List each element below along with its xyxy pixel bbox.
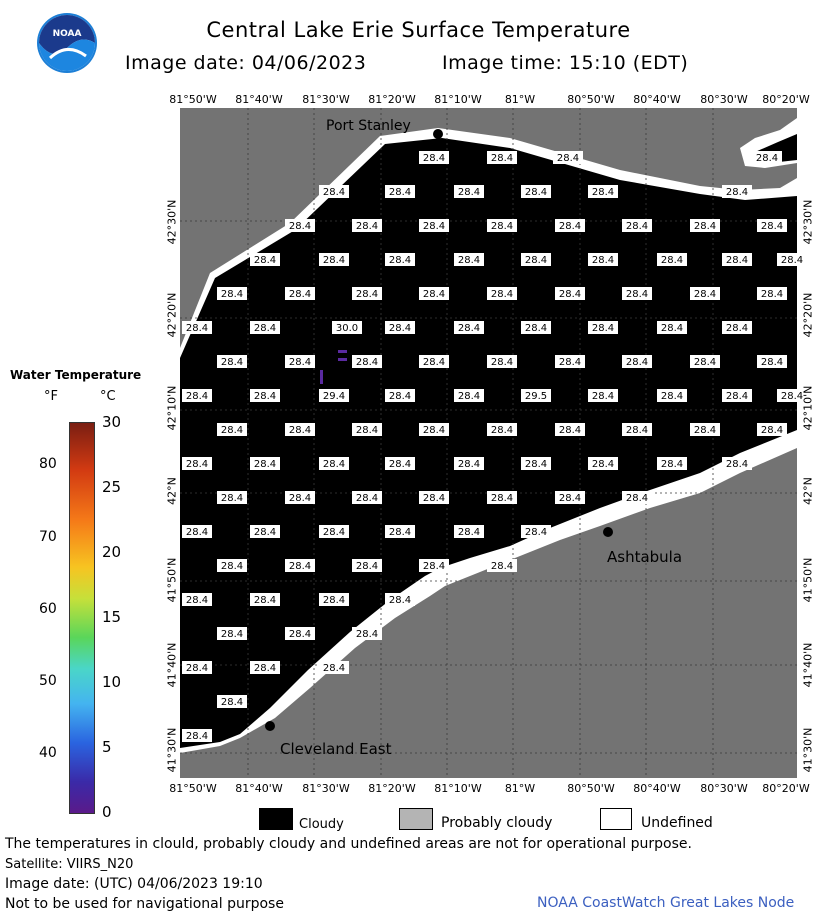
temperature-label: 28.4: [322, 187, 346, 198]
temperature-label: 28.4: [760, 221, 784, 232]
lake-map: [180, 108, 804, 778]
navigation-warning: Not to be used for navigational purpose: [5, 896, 284, 912]
temperature-label: 28.4: [780, 391, 804, 402]
temperature-label: 28.4: [558, 221, 582, 232]
temperature-label: 28.4: [388, 459, 412, 470]
temperature-label: 28.4: [185, 527, 209, 538]
longitude-label-bottom: 80°40'W: [633, 782, 681, 795]
temperature-label: 28.4: [422, 493, 446, 504]
celsius-tick: 25: [102, 478, 122, 496]
temperature-label: 28.4: [760, 289, 784, 300]
longitude-label-top: 80°50'W: [567, 93, 615, 106]
temperature-label: 28.4: [725, 323, 749, 334]
temperature-label: 28.4: [185, 731, 209, 742]
temperature-label: 28.4: [558, 289, 582, 300]
temperature-label: 28.4: [457, 527, 481, 538]
temperature-label: 28.4: [660, 323, 684, 334]
latitude-label-right: 41°30'N: [801, 727, 815, 773]
temperature-label: 28.4: [693, 221, 717, 232]
port-stanley-label: Port Stanley: [326, 118, 411, 134]
temperature-label: 28.4: [490, 221, 514, 232]
temperature-label: 28.4: [490, 153, 514, 164]
temperature-label: 30.0: [335, 323, 359, 334]
temperature-label: 28.4: [288, 289, 312, 300]
fahrenheit-tick: 40: [39, 745, 57, 762]
image-time: Image time: 15:10 (EDT): [442, 52, 689, 74]
longitude-label-bottom: 80°30'W: [700, 782, 748, 795]
ashtabula-marker: [603, 527, 613, 537]
latitude-label-left: 41°50'N: [165, 557, 179, 603]
temperature-label: 28.4: [625, 357, 649, 368]
temperature-label: 28.4: [558, 425, 582, 436]
temperature-label: 28.4: [524, 459, 548, 470]
latitude-label-left: 42°30'N: [165, 199, 179, 245]
temperature-label: 28.4: [220, 289, 244, 300]
longitude-label-bottom: 80°20'W: [762, 782, 810, 795]
temperature-label: 28.4: [422, 425, 446, 436]
temperature-label: 28.4: [253, 391, 277, 402]
temperature-label: 28.4: [556, 153, 580, 164]
longitude-label-bottom: 81°W: [504, 782, 536, 795]
longitude-label-top: 81°10'W: [434, 93, 482, 106]
warm-pixel: [320, 370, 323, 384]
celsius-tick: 20: [102, 543, 122, 561]
longitude-label-top: 81°40'W: [235, 93, 283, 106]
temperature-label: 28.4: [185, 323, 209, 334]
temperature-label: 28.4: [355, 493, 379, 504]
key-probably-cloudy-swatch: [399, 808, 433, 830]
latitude-label-left: 42°10'N: [165, 385, 179, 431]
latitude-label-left: 41°30'N: [165, 727, 179, 773]
coastwatch-node-link[interactable]: NOAA CoastWatch Great Lakes Node: [537, 895, 795, 911]
temperature-label: 28.4: [760, 425, 784, 436]
utc-date-text: Image date: (UTC) 04/06/2023 19:10: [5, 876, 263, 892]
temperature-label: 28.4: [490, 493, 514, 504]
temperature-label: 28.4: [725, 255, 749, 266]
temperature-label: 28.4: [490, 357, 514, 368]
map-title: Central Lake Erie Surface Temperature: [206, 18, 631, 42]
latitude-label-right: 41°40'N: [801, 642, 815, 688]
temperature-label: 28.4: [490, 289, 514, 300]
temperature-label: 28.4: [220, 425, 244, 436]
temperature-label: 28.4: [591, 323, 615, 334]
temperature-label: 29.4: [322, 391, 346, 402]
temperature-label: 28.4: [693, 289, 717, 300]
temperature-label: 28.4: [288, 493, 312, 504]
longitude-label-bottom: 81°40'W: [235, 782, 283, 795]
temperature-label: 28.4: [185, 663, 209, 674]
legend-title: Water Temperature: [10, 368, 142, 382]
temperature-label: 28.4: [524, 323, 548, 334]
temperature-label: 28.4: [185, 459, 209, 470]
key-undefined-label: Undefined: [641, 815, 713, 831]
temperature-label: 28.4: [558, 493, 582, 504]
temperature-label: 28.4: [220, 357, 244, 368]
temperature-label: 28.4: [322, 527, 346, 538]
temperature-label: 28.4: [625, 493, 649, 504]
celsius-tick: 30: [102, 413, 122, 431]
temperature-label: 28.4: [725, 459, 749, 470]
celsius-tick: 15: [102, 608, 122, 626]
temperature-label: 28.4: [558, 357, 582, 368]
temperature-label: 28.4: [322, 255, 346, 266]
celsius-tick: 0: [102, 803, 112, 821]
temperature-label: 28.4: [322, 595, 346, 606]
temperature-label: 28.4: [422, 357, 446, 368]
temperature-label: 28.4: [457, 187, 481, 198]
longitude-label-bottom: 81°10'W: [434, 782, 482, 795]
temperature-label: 28.4: [220, 697, 244, 708]
temperature-label: 28.4: [220, 561, 244, 572]
temperature-label: 28.4: [490, 425, 514, 436]
temperature-label: 28.4: [388, 323, 412, 334]
temperature-label: 28.4: [591, 459, 615, 470]
latitude-label-left: 42°20'N: [165, 292, 179, 338]
temperature-label: 28.4: [388, 187, 412, 198]
latitude-label-right: 41°50'N: [801, 557, 815, 603]
temperature-label: 28.4: [388, 255, 412, 266]
temperature-label: 28.4: [755, 153, 779, 164]
temperature-label: 28.4: [524, 187, 548, 198]
temperature-label: 28.4: [388, 391, 412, 402]
temperature-label: 28.4: [693, 425, 717, 436]
temperature-label: 28.4: [660, 459, 684, 470]
ashtabula-label: Ashtabula: [607, 548, 683, 566]
unit-fahrenheit: °F: [44, 389, 58, 404]
temperature-label: 28.4: [322, 459, 346, 470]
key-probably-cloudy-label: Probably cloudy: [441, 815, 553, 831]
temperature-label: 28.4: [288, 357, 312, 368]
satellite-text: Satellite: VIIRS_N20: [5, 857, 134, 872]
temperature-label: 28.4: [660, 255, 684, 266]
longitude-label-top: 81°30'W: [302, 93, 350, 106]
temperature-label: 28.4: [185, 595, 209, 606]
temperature-label: 28.4: [780, 255, 804, 266]
temperature-label: 28.4: [253, 255, 277, 266]
temperature-label: 28.4: [490, 561, 514, 572]
temperature-label: 28.4: [693, 357, 717, 368]
temperature-label: 28.4: [457, 255, 481, 266]
longitude-label-top: 81°W: [504, 93, 536, 106]
longitude-label-top: 80°20'W: [762, 93, 810, 106]
temperature-label: 28.4: [253, 527, 277, 538]
temperature-label: 28.4: [253, 459, 277, 470]
longitude-label-top: 80°40'W: [633, 93, 681, 106]
fahrenheit-tick: 50: [39, 673, 57, 689]
temperature-label: 28.4: [253, 595, 277, 606]
logo-text: NOAA: [52, 29, 82, 39]
warm-pixel: [338, 358, 347, 361]
temperature-label: 28.4: [591, 391, 615, 402]
temperature-label: 28.4: [660, 391, 684, 402]
temperature-label: 28.4: [725, 187, 749, 198]
temperature-colorbar: [69, 422, 95, 814]
temperature-label: 29.5: [524, 391, 548, 402]
temperature-label: 28.4: [220, 493, 244, 504]
temperature-label: 28.4: [591, 187, 615, 198]
key-undefined-swatch: [600, 808, 632, 830]
temperature-label: 28.4: [725, 391, 749, 402]
temperature-label: 28.4: [355, 629, 379, 640]
port-stanley-marker: [433, 129, 443, 139]
temperature-label: 28.4: [422, 561, 446, 572]
latitude-label-left: 41°40'N: [165, 642, 179, 688]
temperature-label: 28.4: [355, 425, 379, 436]
fahrenheit-tick: 60: [39, 600, 57, 617]
key-cloudy-swatch: [259, 808, 293, 830]
temperature-label: 28.4: [422, 289, 446, 300]
latitude-label-right: 42°30'N: [801, 199, 815, 245]
celsius-tick: 10: [102, 673, 122, 691]
longitude-label-top: 81°50'W: [169, 93, 217, 106]
longitude-label-top: 80°30'W: [700, 93, 748, 106]
temperature-label: 28.4: [760, 357, 784, 368]
temperature-label: 28.4: [457, 323, 481, 334]
temperature-label: 28.4: [388, 527, 412, 538]
cleveland-east-marker: [265, 721, 275, 731]
temperature-label: 28.4: [422, 221, 446, 232]
temperature-label: 28.4: [422, 153, 446, 164]
fahrenheit-tick: 70: [39, 528, 57, 545]
temperature-label: 28.4: [253, 663, 277, 674]
temperature-label: 28.4: [355, 561, 379, 572]
temperature-label: 28.4: [355, 221, 379, 232]
temperature-label: 28.4: [388, 595, 412, 606]
longitude-label-bottom: 81°30'W: [302, 782, 350, 795]
warm-pixel: [338, 350, 347, 353]
longitude-label-top: 81°20'W: [368, 93, 416, 106]
temperature-label: 28.4: [355, 289, 379, 300]
longitude-label-bottom: 81°50'W: [169, 782, 217, 795]
temperature-label: 28.4: [288, 425, 312, 436]
celsius-tick: 5: [102, 738, 112, 756]
temperature-label: 28.4: [591, 255, 615, 266]
temperature-label: 28.4: [322, 663, 346, 674]
longitude-label-bottom: 80°50'W: [567, 782, 615, 795]
disclaimer-text: The temperatures in clould, probably cloudy and undefined areas are not for operational purpose.: [5, 836, 692, 852]
longitude-label-bottom: 81°20'W: [368, 782, 416, 795]
latitude-label-left: 42°N: [165, 477, 179, 505]
temperature-label: 28.4: [625, 289, 649, 300]
latitude-label-right: 42°20'N: [801, 292, 815, 338]
temperature-label: 28.4: [288, 561, 312, 572]
fahrenheit-tick: 80: [39, 456, 57, 473]
cleveland-east-label: Cleveland East: [280, 740, 392, 758]
unit-celsius: °C: [100, 389, 116, 404]
temperature-label: 28.4: [457, 391, 481, 402]
temperature-label: 28.4: [524, 255, 548, 266]
latitude-label-right: 42°N: [801, 477, 815, 505]
temperature-label: 28.4: [185, 391, 209, 402]
latitude-label-right: 42°10'N: [801, 385, 815, 431]
temperature-label: 28.4: [625, 221, 649, 232]
temperature-label: 28.4: [457, 459, 481, 470]
key-cloudy-label: Cloudy: [299, 817, 344, 832]
temperature-label: 28.4: [355, 357, 379, 368]
temperature-label: 28.4: [625, 425, 649, 436]
temperature-label: 28.4: [288, 629, 312, 640]
temperature-label: 28.4: [288, 221, 312, 232]
temperature-label: 28.4: [253, 323, 277, 334]
image-date: Image date: 04/06/2023: [125, 52, 367, 74]
temperature-label: 28.4: [524, 527, 548, 538]
temperature-label: 28.4: [220, 629, 244, 640]
